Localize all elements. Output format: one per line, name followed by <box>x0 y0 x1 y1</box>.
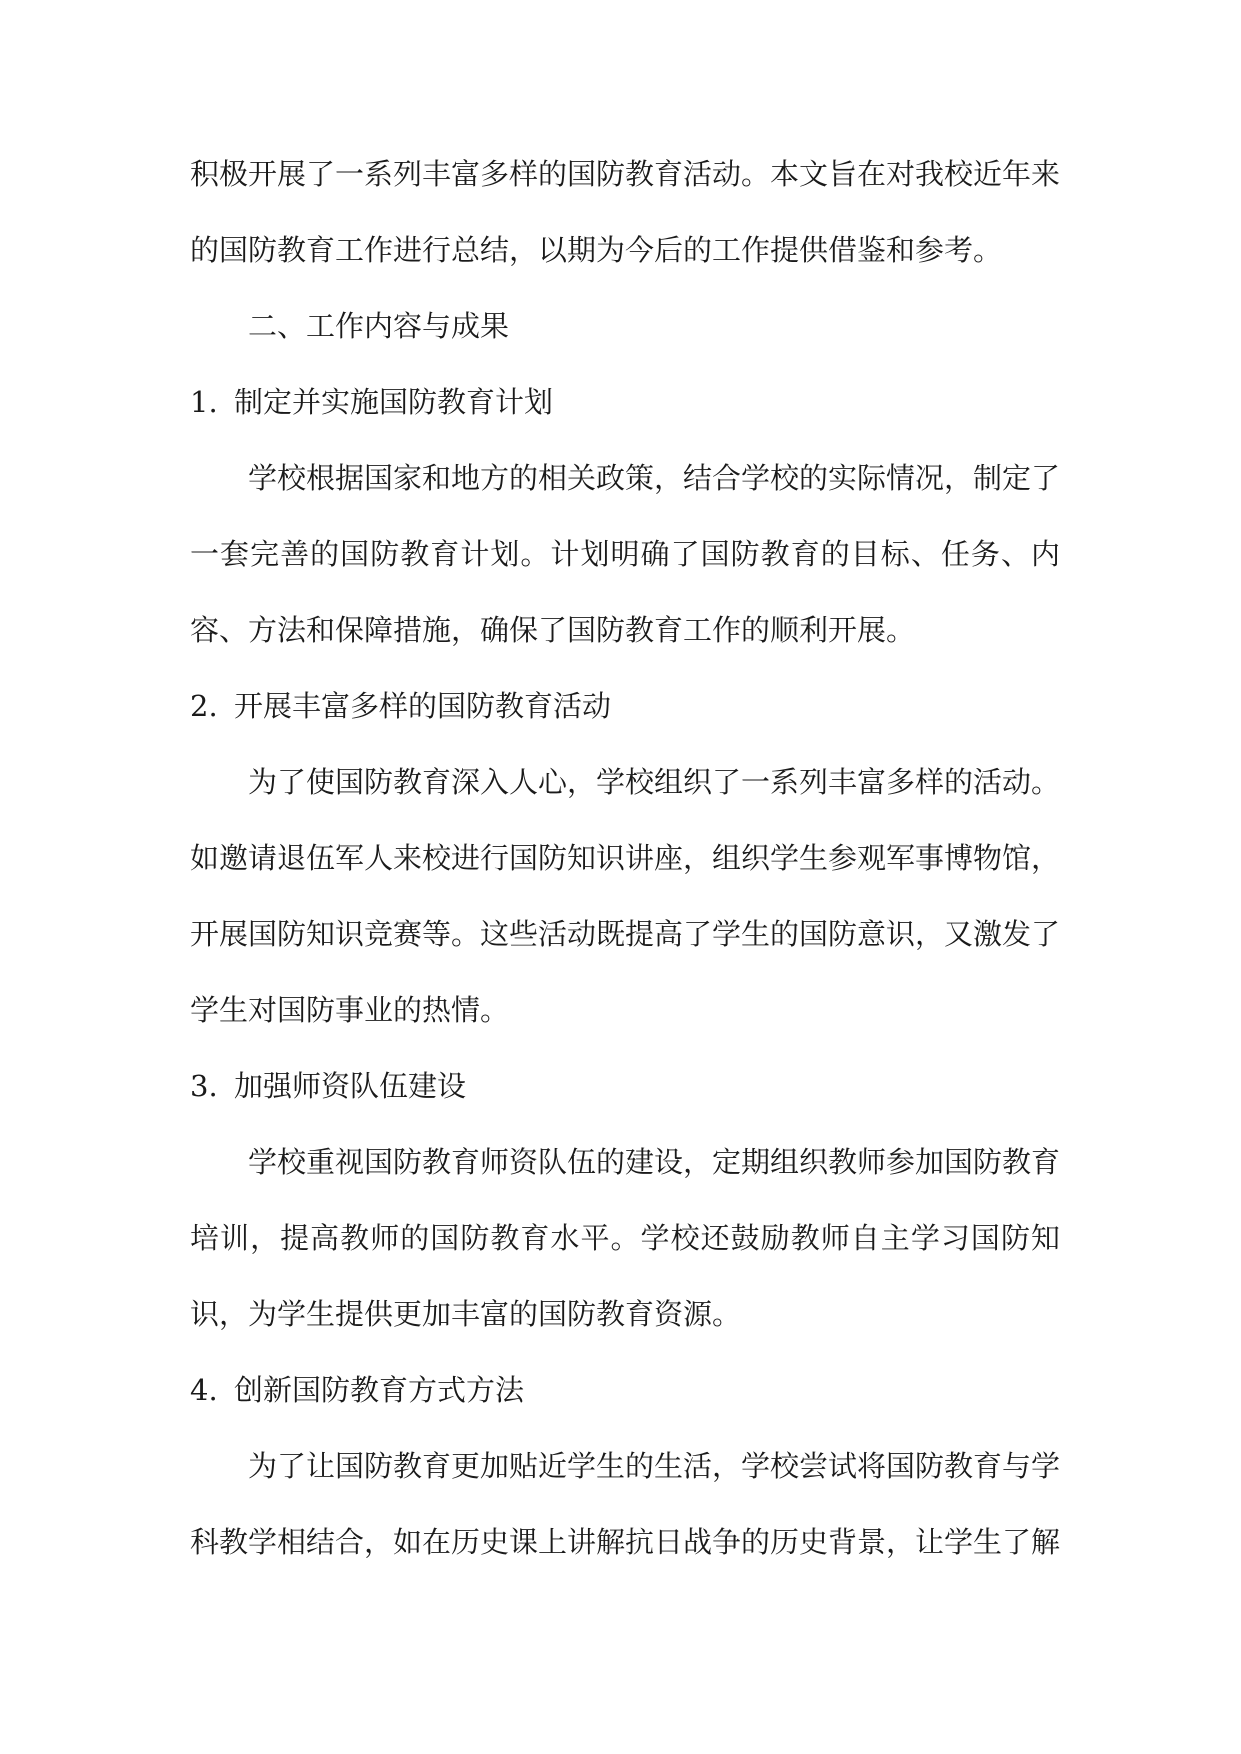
item-body-3: 学校重视国防教育师资队伍的建设，定期组织教师参加国防教育培训，提高教师的国防教育水平。学校还鼓励教师自主学习国防知识，为学生提供更加丰富的国防教育资源。 <box>190 1145 1061 1331</box>
document-body <box>190 136 1060 1580</box>
item-heading-2 <box>190 668 1060 744</box>
intro-paragraph: 积极开展了一系列丰富多样的国防教育活动。本文旨在对我校近年来的国防教育工作进行总结，以期为今后的工作提供借鉴和参考。 <box>190 157 1061 267</box>
item-body-2: 为了使国防教育深入人心，学校组织了一系列丰富多样的活动。如邀请退伍军人来校进行国防知识讲座，组织学生参观军事博物馆，开展国防知识竞赛等。这些活动既提高了学生的国防意识，又激发了学生对国防事业的热情。 <box>190 765 1061 1027</box>
item-title-3: 加强师资队伍建设 <box>234 1069 467 1103</box>
item-body-1: 学校根据国家和地方的相关政策，结合学校的实际情况，制定了一套完善的国防教育计划。计划明确了国防教育的目标、任务、内容、方法和保障措施，确保了国防教育工作的顺利开展。 <box>190 461 1061 647</box>
item-body-4: 为了让国防教育更加贴近学生的生活，学校尝试将国防教育与学科教学相结合，如在历史课上讲解抗日战争的历史背景，让学生了解 <box>190 1449 1061 1559</box>
item-heading-1 <box>190 364 1060 440</box>
section-heading: 二、工作内容与成果 <box>248 309 510 343</box>
item-heading-4 <box>190 1352 1060 1428</box>
item-number-2: 2. <box>190 689 218 723</box>
item-title-4: 创新国防教育方式方法 <box>234 1373 525 1407</box>
item-number-1: 1. <box>190 385 218 419</box>
item-number-4: 4. <box>190 1373 218 1407</box>
item-title-1: 制定并实施国防教育计划 <box>234 385 554 419</box>
item-heading-3 <box>190 1048 1060 1124</box>
item-title-2: 开展丰富多样的国防教育活动 <box>234 689 612 723</box>
item-number-3: 3. <box>190 1069 218 1103</box>
